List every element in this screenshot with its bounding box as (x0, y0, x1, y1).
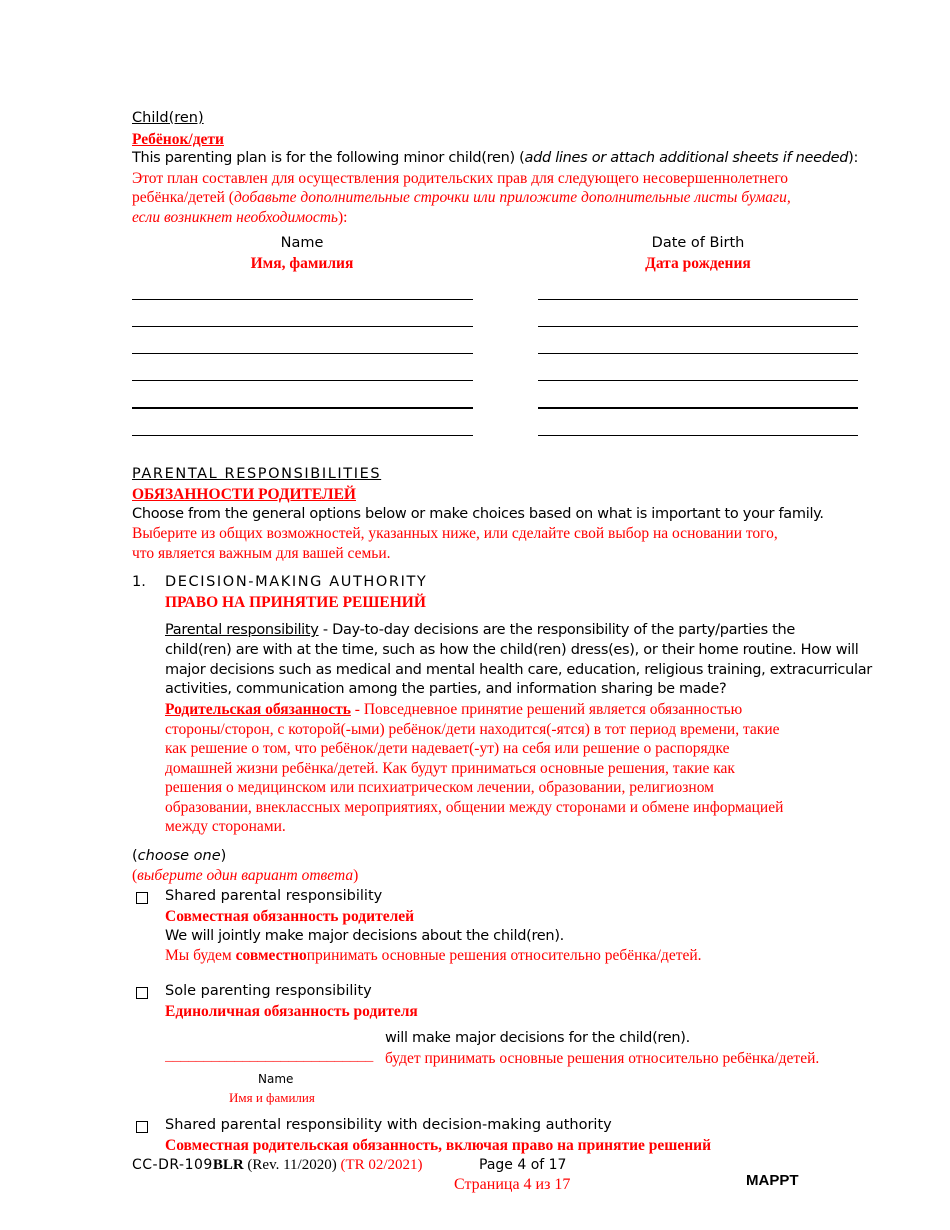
child-name-line-1[interactable] (132, 299, 473, 300)
child-dob-line-2[interactable] (538, 326, 858, 327)
decision-heading-ru: ПРАВО НА ПРИНЯТИЕ РЕШЕНИЙ (165, 594, 426, 611)
child-dob-line-4[interactable] (538, 380, 858, 381)
shared-authority-checkbox[interactable] (136, 1121, 148, 1133)
sole-name-field[interactable]: ___________________________ (165, 1050, 373, 1065)
shared-responsibility-desc: We will jointly make major decisions about the child(ren). (165, 928, 564, 944)
child-dob-line-6[interactable] (538, 435, 858, 436)
decision-para-ru-1: Родительская обязанность - Повседневное принятие решений является обязанностью (165, 701, 743, 718)
sole-responsibility-label-ru: Единоличная обязанность родителя (165, 1003, 418, 1020)
dob-column-header-ru: Дата рождения (645, 255, 751, 272)
child-name-line-4[interactable] (132, 380, 473, 381)
parental-heading-ru: ОБЯЗАННОСТИ РОДИТЕЛЕЙ (132, 486, 356, 503)
decision-heading: DECISION-MAKING AUTHORITY (165, 574, 428, 590)
decision-para-ru-2: стороны/сторон, с которой(-ыми) ребёнок/дети находится(-ятся) в тот период времени, такие (165, 721, 780, 738)
children-heading-ru: Ребёнок/дети (132, 131, 224, 148)
parental-responsibility-term-ru: Родительская обязанность (165, 701, 351, 718)
dob-column-header: Date of Birth (651, 235, 745, 251)
child-name-line-2[interactable] (132, 326, 473, 327)
decision-para-1: Parental responsibility - Day-to-day decisions are the responsibility of the party/parties the (165, 622, 796, 638)
child-dob-line-5[interactable] (538, 407, 858, 409)
decision-para-ru-3: как решение о том, что ребёнок/дети надевает(-ут) на себя или решение о распорядке (165, 740, 730, 757)
children-intro-ru-3: если возникнет необходимость): (132, 209, 348, 226)
decision-para-ru-4: домашней жизни ребёнка/детей. Как будут приниматься основные решения, такие как (165, 760, 735, 777)
shared-responsibility-label: Shared parental responsibility (165, 888, 383, 904)
page-number-ru: Страница 4 из 17 (454, 1176, 571, 1193)
sole-name-caption-ru: Имя и фамилия (229, 1090, 315, 1105)
sole-responsibility-desc-ru: будет принимать основные решения относительно ребёнка/детей. (385, 1050, 820, 1067)
name-column-header: Name (280, 235, 324, 251)
name-column-header-ru: Имя, фамилия (250, 255, 354, 272)
shared-authority-label-ru: Совместная родительская обязанность, включая право на принятие решений (165, 1137, 712, 1154)
choose-one: (choose one) (132, 848, 227, 864)
parental-heading: PARENTAL RESPONSIBILITIES (132, 466, 382, 482)
decision-para-2: child(ren) are with at the time, such as how the child(ren) dress(es), or their home routine. How will (165, 642, 859, 658)
child-name-line-6[interactable] (132, 435, 473, 436)
child-name-line-5[interactable] (132, 407, 473, 409)
decision-para-ru-7: между сторонами. (165, 818, 286, 835)
form-id: CC-DR-109BLR (Rev. 11/2020) (TR 02/2021) (132, 1157, 423, 1173)
decision-para-ru-5: решения о медицинском или психиатрическом лечении, образовании, религиозном (165, 779, 714, 796)
children-intro-ru-1: Этот план составлен для осуществления родительских прав для следующего несовершеннолетнего (132, 170, 789, 187)
section-number: 1. (132, 574, 146, 590)
children-intro-ru-2: ребёнка/детей (добавьте дополнительные строчки или приложите дополнительные листы бумаги, (132, 189, 791, 206)
parental-intro-ru-2: что является важным для вашей семьи. (132, 545, 391, 562)
page-number: Page 4 of 17 (479, 1157, 567, 1173)
shared-responsibility-desc-ru: Мы будем совместнопринимать основные решения относительно ребёнка/детей. (165, 947, 702, 964)
form-code: MAPPT (746, 1172, 799, 1189)
shared-authority-label: Shared parental responsibility with decision-making authority (165, 1117, 612, 1133)
child-dob-line-3[interactable] (538, 353, 858, 354)
sole-responsibility-checkbox[interactable] (136, 987, 148, 999)
child-name-line-3[interactable] (132, 353, 473, 354)
shared-responsibility-label-ru: Совместная обязанность родителей (165, 908, 415, 925)
decision-para-ru-6: образовании, внеклассных мероприятиях, общении между сторонами и обмене информацией (165, 799, 784, 816)
children-heading: Child(ren) (132, 110, 204, 126)
parental-responsibility-term: Parental responsibility (165, 622, 319, 638)
child-dob-line-1[interactable] (538, 299, 858, 300)
sole-name-caption: Name (258, 1072, 294, 1086)
shared-responsibility-checkbox[interactable] (136, 892, 148, 904)
choose-one-ru: (выберите один вариант ответа) (132, 867, 359, 884)
children-intro: This parenting plan is for the following minor child(ren) (add lines or attach additional sheets if needed): (132, 150, 859, 166)
sole-responsibility-label: Sole parenting responsibility (165, 983, 372, 999)
parental-intro: Choose from the general options below or make choices based on what is important to your family. (132, 506, 824, 522)
decision-para-3: major decisions such as medical and mental health care, education, religious training, extracurricular (165, 662, 872, 678)
parental-intro-ru-1: Выберите из общих возможностей, указанных ниже, или сделайте свой выбор на основании того, (132, 525, 778, 542)
decision-para-4: activities, communication among the parties, and information sharing be made? (165, 681, 727, 697)
sole-responsibility-desc: will make major decisions for the child(ren). (385, 1030, 690, 1046)
